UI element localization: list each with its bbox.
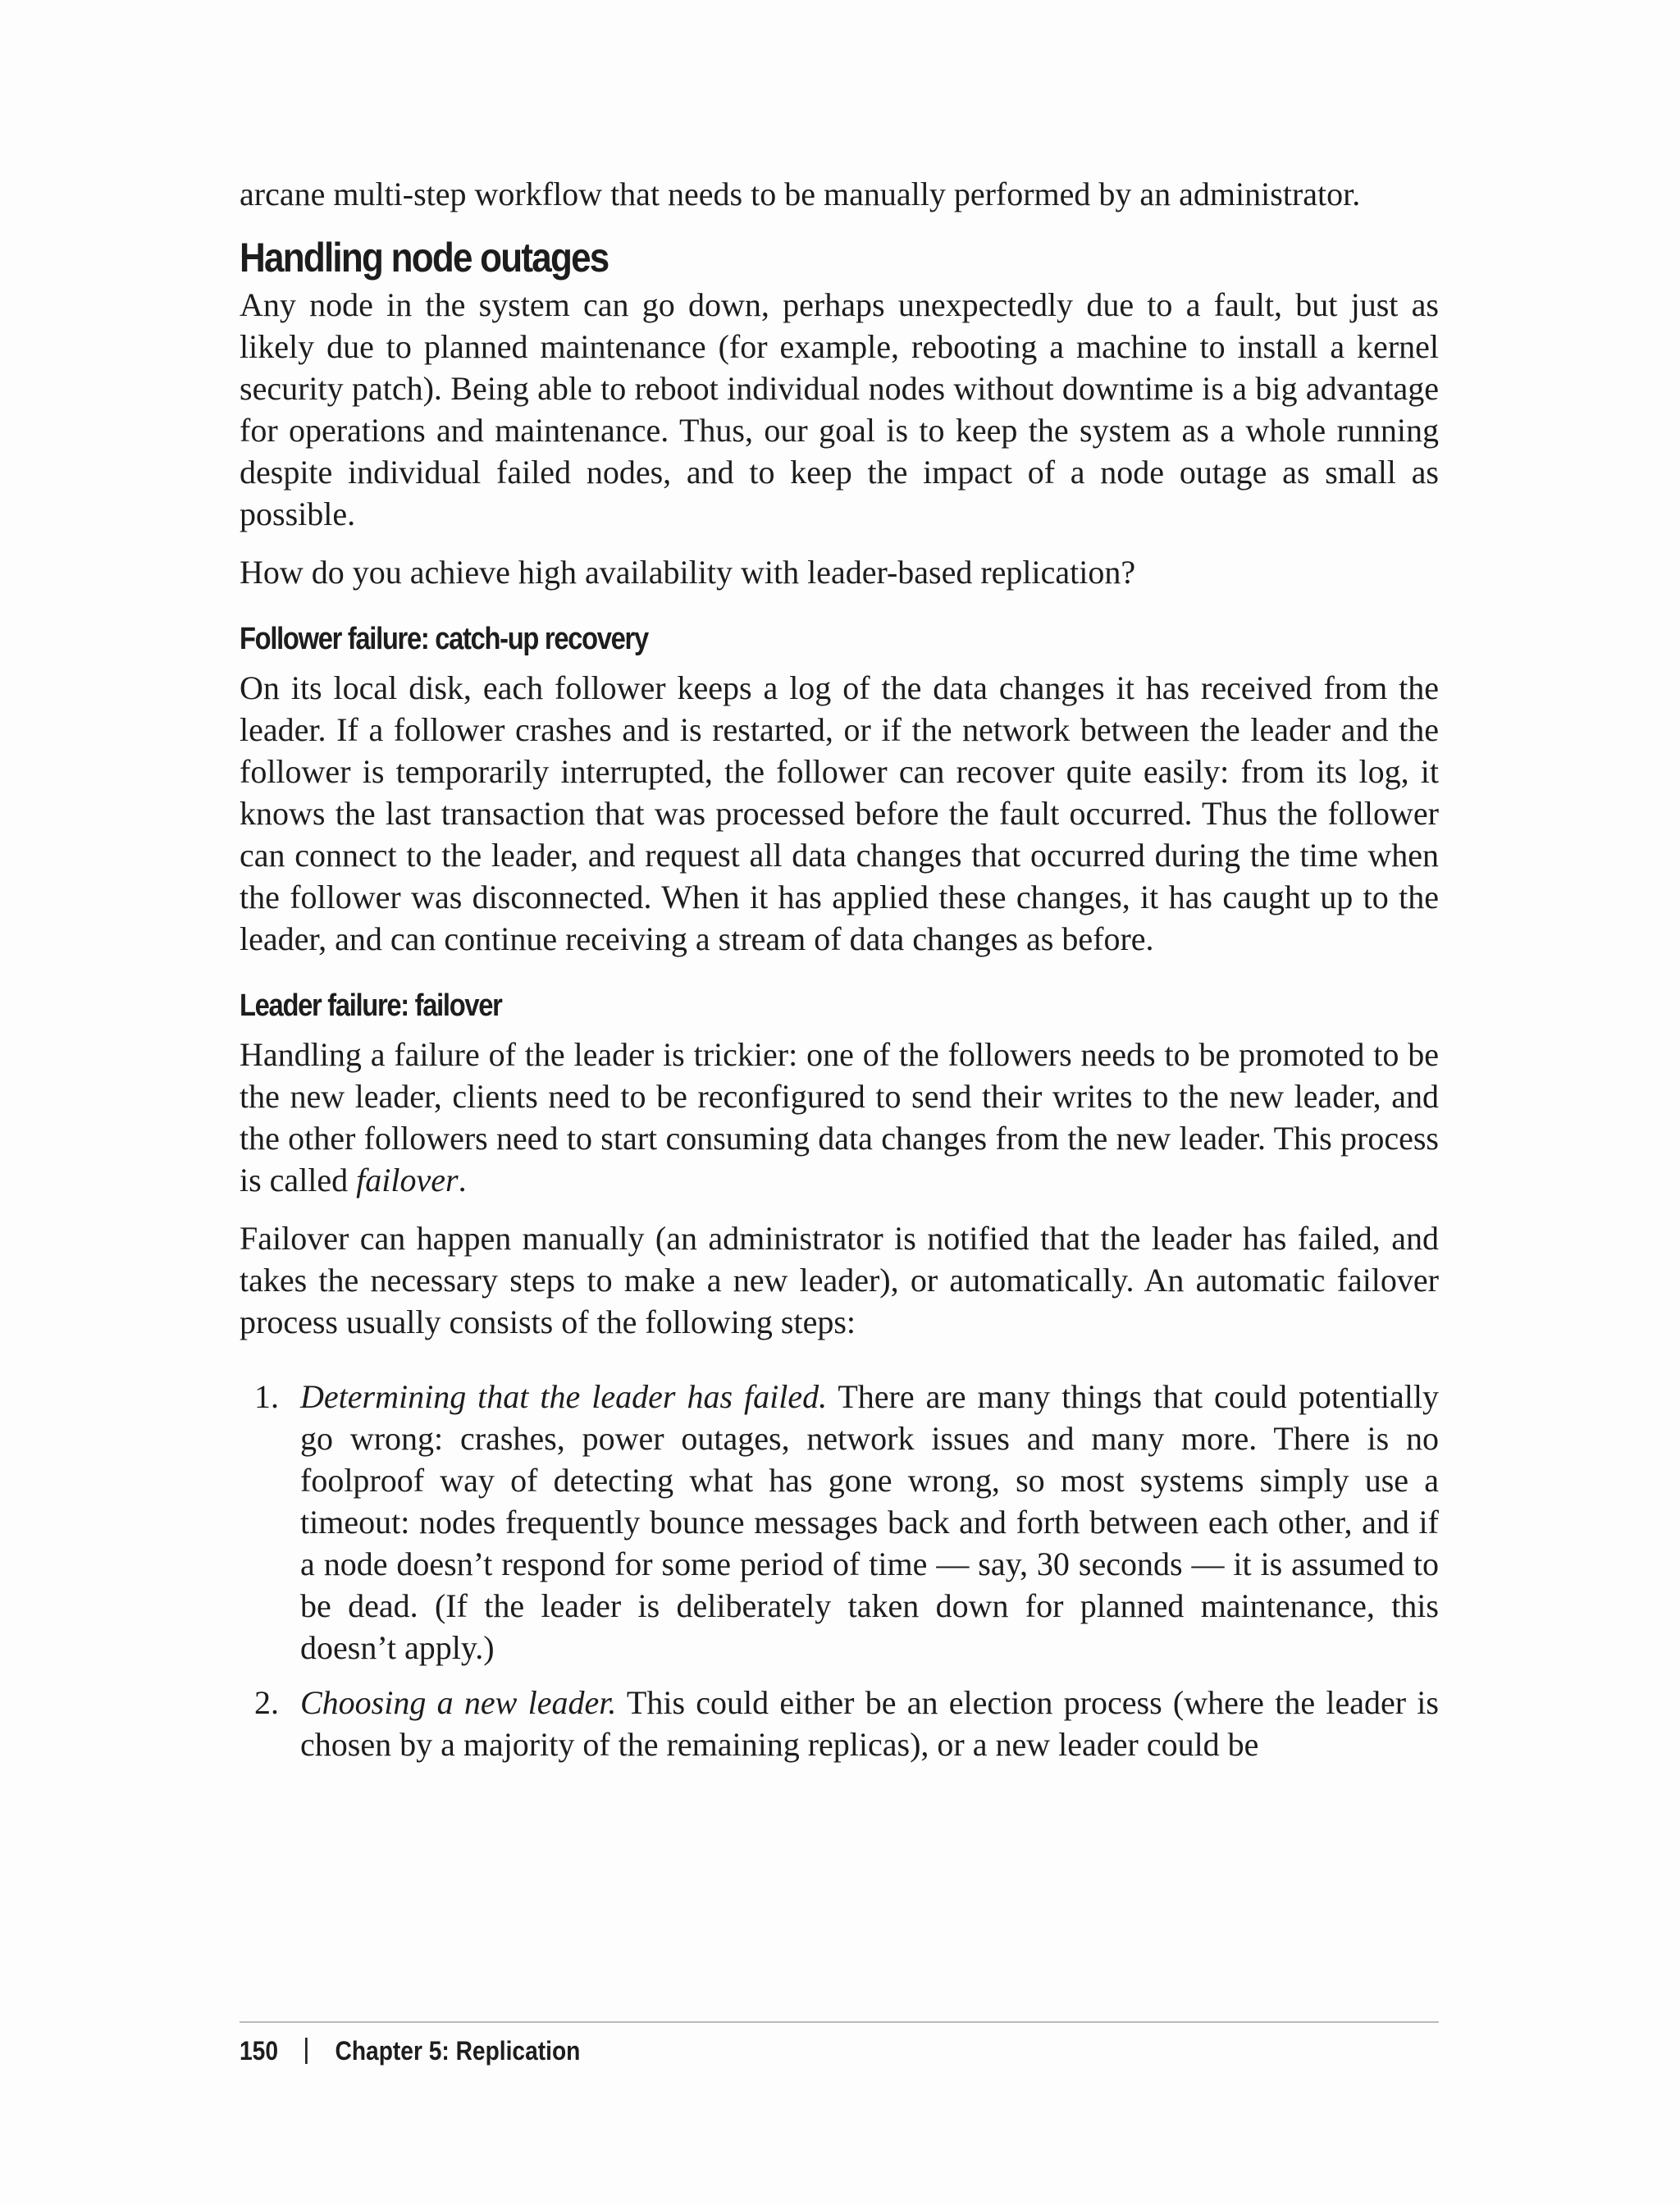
- page-footer: [240, 2021, 1439, 2066]
- failover-steps-list: [240, 1376, 1439, 1765]
- leader-failure-paragraph-2: Failover can happen manually (an administrator is notified that the leader has failed, and takes the necessary steps to make a new leader), or automatically. An automatic failover process usually consists of the following steps:: [240, 1220, 1439, 1340]
- page-body: [240, 174, 1439, 1765]
- section-paragraph-1: Any node in the system can go down, perhaps unexpectedly due to a fault, but just as likely due to planned maintenance (for example, rebooting a machine to install a kernel security patch). Being able to reboot individual nodes without downtime is a big advantage for operations and maintenance. Thus, our goal is to keep the system as a whole running despite individual failed nodes, and to keep the impact of a node outage as small as possible.: [240, 286, 1439, 532]
- list-item-number: 2.: [254, 1684, 279, 1721]
- paragraph-text: Handling a failure of the leader is trickier: one of the followers needs to be promoted to be the new leader, clients need to be reconfigured to send their writes to the new leader, and the other followers need to start consuming data changes from the new leader. This process is called: [240, 1036, 1439, 1198]
- list-item-title: Choosing a new leader.: [300, 1684, 617, 1721]
- list-item-title: Determining that the leader has failed.: [300, 1378, 828, 1415]
- section-heading: Handling node outages: [240, 235, 609, 281]
- page-number: 150: [240, 2036, 278, 2066]
- leader-failure-heading: Leader failure: failover: [240, 988, 502, 1023]
- list-item-text: This could either be an election process (where the leader is chosen by a majority of the remaining replicas), or a new leader could be: [300, 1684, 1439, 1763]
- list-item: [240, 1376, 1439, 1669]
- chapter-title: Chapter 5: Replication: [335, 2036, 581, 2066]
- list-item-text: There are many things that could potentially go wrong: crashes, power outages, network issues and many more. There is no foolproof way of detecting what has gone wrong, so most systems simply use a timeout: nodes frequently bounce messages back and forth between each other, and if a node doesn’t respond for some period of time — say, 30 seconds — it is assumed to be dead. (If the leader is deliberately taken down for planned maintenance, this doesn’t apply.): [300, 1378, 1439, 1666]
- leader-failure-paragraph-1: [240, 1034, 1439, 1201]
- section-paragraph-2: How do you achieve high availability with leader-based replication?: [240, 554, 1136, 591]
- footer-text: [240, 2034, 580, 2067]
- follower-failure-heading: Follower failure: catch-up recovery: [240, 622, 648, 656]
- list-item: [240, 1682, 1439, 1765]
- failover-term: failover: [356, 1162, 459, 1198]
- paragraph-end: .: [458, 1162, 467, 1198]
- list-item-number: 1.: [254, 1378, 279, 1415]
- follower-failure-paragraph: On its local disk, each follower keeps a log of the data changes it has received from the leader. If a follower crashes and is restarted, or if the network between the leader and the follower is temporarily interrupted, the follower can recover quite easily: from its log, it knows the last transaction that was processed before the fault occurred. Thus the follower can connect to the leader, and request all data changes that occurred during the time when the follower was disconnected. When it has applied these changes, it has caught up to the leader, and can continue receiving a stream of data changes as before.: [240, 669, 1439, 957]
- footer-divider: [305, 2038, 308, 2064]
- intro-continuation: arcane multi-step workflow that needs to be manually performed by an administrator.: [240, 176, 1361, 212]
